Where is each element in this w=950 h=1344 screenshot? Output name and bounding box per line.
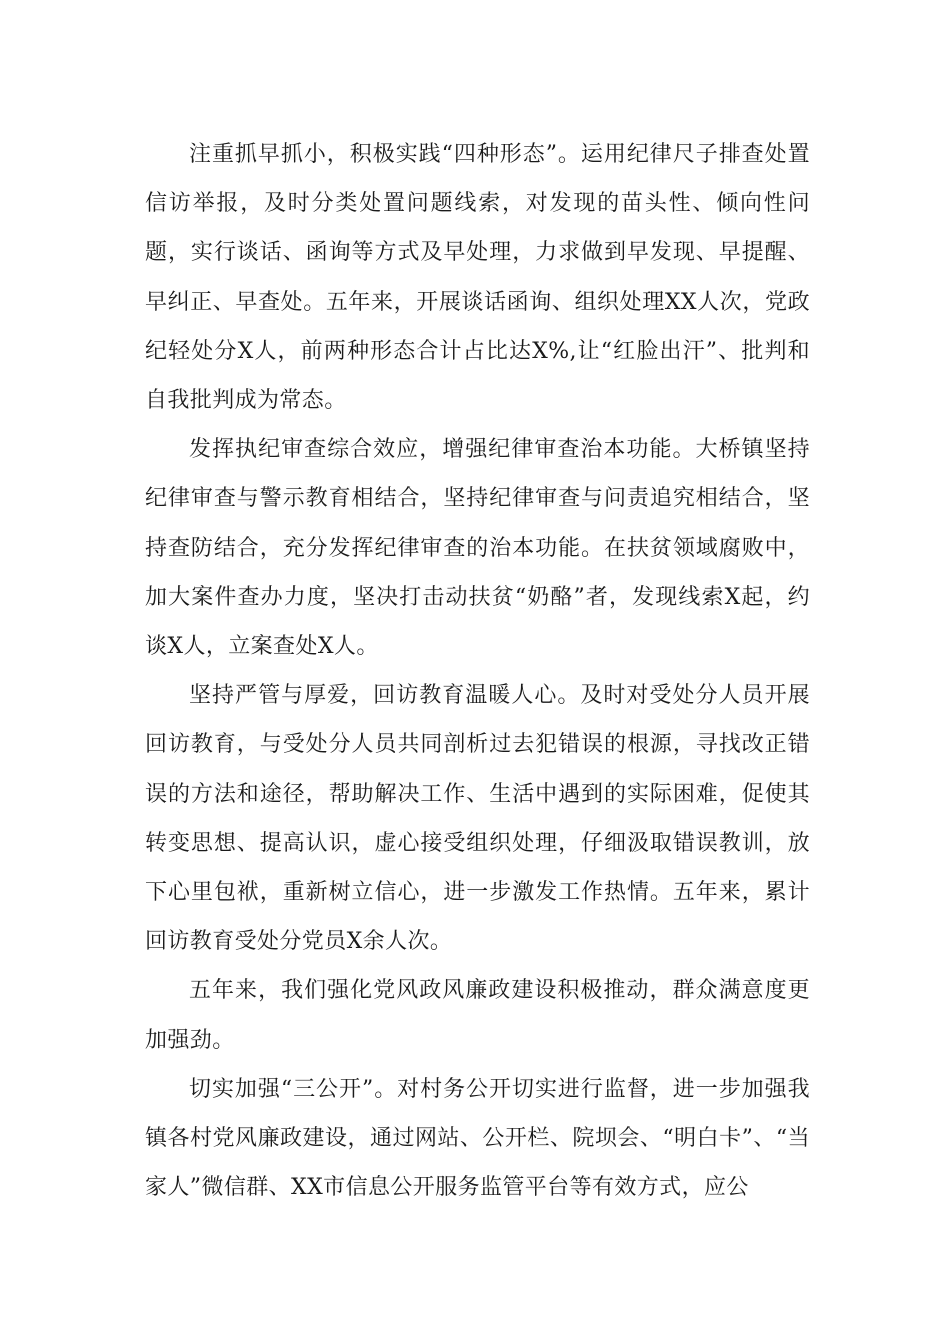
paragraph-return-visit-education: 坚持严管与厚爱，回访教育温暖人心。及时对受处分人员开展回访教育，与受处分人员共同剖析过去犯错误的根源，寻找改正错误的方法和途径，帮助解决工作、生活中遇到的实际困难，促使其转变思想、提高认识，虚心接受组织处理，仔细汲取错误教训，放下心里包袱，重新树立信心，进一步激发工作热情。五年来，累计回访教育受处分党员X余人次。 [145,683,810,955]
paragraph-early-discipline: 注重抓早抓小，积极实践“四种形态”。运用纪律尺子排查处置信访举报，及时分类处置问题线索，对发现的苗头性、倾向性问题，实行谈话、函询等方式及早处理，力求做到早发现、早提醒、早纠正、早查处。五年来，开展谈话函询、组织处理XX人次，党政纪轻处分X人，前两种形态合计占比达X%,让“红脸出汗”、批判和自我批判成为常态。 [145,142,810,414]
paragraph-three-disclosures: 切实加强“三公开”。对村务公开切实进行监督，进一步加强我镇各村党风廉政建设，通过网站、公开栏、院坝会、“明白卡”、“当家人”微信群、XX市信息公开服务监管平台等有效方式，应公 [145,1076,810,1201]
document-page [145,130,810,1212]
paragraph-five-year-summary: 五年来，我们强化党风政风廉政建设积极推动，群众满意度更加强劲。 [145,978,810,1053]
paragraph-discipline-review: 发挥执纪审查综合效应，增强纪律审查治本功能。大桥镇坚持纪律审查与警示教育相结合，坚持纪律审查与问责追究相结合，坚持查防结合，充分发挥纪律审查的治本功能。在扶贫领域腐败中，加大案件查办力度，坚决打击动扶贫“奶酪”者，发现线索X起，约谈X人，立案查处X人。 [145,437,810,660]
